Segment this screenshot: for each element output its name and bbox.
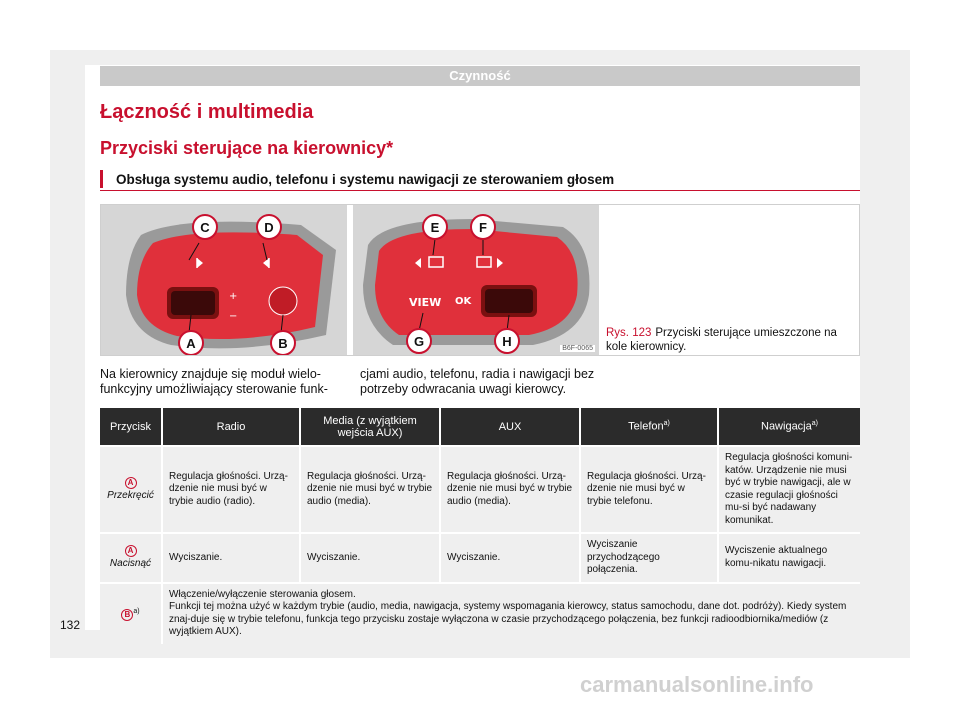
section-title — [100, 138, 393, 159]
watermark-logo: carmanualsonline.info — [580, 672, 814, 697]
col-header-nav — [718, 408, 860, 446]
col-header-aux: AUX — [440, 408, 580, 446]
table-row — [100, 446, 860, 533]
row-key-footnote: a) — [133, 607, 140, 615]
table-cell: Regulacja głośności. Urzą-dzenie nie musi być w trybie audio (media). — [440, 446, 580, 533]
label-g-circle — [407, 329, 431, 353]
table-cell: Wyciszanie. — [300, 533, 440, 583]
svg-text:−: − — [229, 311, 238, 322]
label-d-circle — [257, 215, 281, 239]
figure-caption — [606, 326, 856, 354]
voice-control-title: Włączenie/wyłączenie sterowania głosem. — [169, 588, 356, 600]
table-cell: Wyciszenie aktualnego komu-nikatu nawigacji. — [718, 533, 860, 583]
table-row — [100, 533, 860, 583]
button-a-marker: A — [125, 477, 137, 489]
page-number: 132 — [60, 618, 81, 632]
label-a-circle — [179, 331, 203, 355]
col-header-phone — [580, 408, 718, 446]
col-header-media: Media (z wyjątkiem wejścia AUX) — [300, 408, 440, 446]
table-cell: Regulacja głośności. Urzą-dzenie nie musi być w trybie audio (media). — [300, 446, 440, 533]
row-key-action: Nacisnąć — [109, 557, 152, 569]
voice-control-description: Funkcji tej można użyć w każdym trybie (audio, media, nawigacja, systemy wspomagania kierowcy, status samochodu, dane dot. podróży). Kiedy system znaj-duje się w trybie telefonu, funkcja tego przycisku zostaje wyłączona w czasie przychodzącego połączenia, bez funkcji radioodbiornika/mediów (z wyjątkiem AUX). — [169, 601, 847, 637]
view-label: VIEW — [409, 296, 442, 309]
col-header-phone-note: a) — [663, 420, 670, 428]
col-header-nav-note: a) — [811, 420, 818, 428]
label-e: E — [430, 220, 440, 235]
ok-label: OK — [455, 296, 472, 307]
table-cell: Wyciszanie. — [162, 533, 300, 583]
label-h-circle — [495, 329, 519, 353]
col-header-phone-text: Telefon — [628, 420, 664, 433]
button-b-marker: B — [121, 609, 133, 621]
table-cell: Regulacja głośności. Urzą-dzenie nie musi być w trybie audio (radio). — [162, 446, 300, 533]
label-c-circle — [193, 215, 217, 239]
subheading-marker — [100, 170, 103, 188]
row-key-cell — [100, 583, 162, 644]
button-a-marker: A — [125, 545, 137, 557]
steering-controls-right-image — [353, 205, 599, 355]
table-row — [100, 583, 860, 644]
table-cell-wide — [162, 583, 860, 644]
figure-number: Rys. 123 — [606, 327, 652, 339]
label-e-circle — [423, 215, 447, 239]
intro-paragraph-col1: Na kierownicy znajduje się moduł wielo-funkcyjny umożliwiający sterowanie funk- — [100, 367, 328, 396]
table-cell: Regulacja głośności komuni-katów. Urządzenie nie musi być w trybie nawigacji, ale w czasie regulacji głośności mu-si być nadawany komunikat. — [718, 446, 860, 533]
section-header: Czynność — [100, 66, 860, 86]
label-f-circle — [471, 215, 495, 239]
steering-controls-left-image — [101, 205, 347, 355]
row-key-cell — [100, 533, 162, 583]
table-cell: Wyciszanie przychodzącego połączenia. — [580, 533, 718, 583]
chapter-title: Łączność i multimedia — [100, 101, 314, 123]
label-b-circle — [271, 331, 295, 355]
left-controls-illustration — [101, 205, 347, 355]
col-header-button: Przycisk — [100, 408, 162, 446]
row-key-action: Przekręcić — [107, 489, 154, 501]
subheading-rule — [100, 190, 860, 191]
intro-paragraph-col2: cjami audio, telefonu, radia i nawigacji bez potrzeby odwracania uwagi kierowcy. — [360, 367, 595, 396]
col-header-nav-text: Nawigacja — [761, 420, 812, 433]
label-h: H — [502, 334, 512, 349]
label-f: F — [479, 220, 487, 235]
table-header-row — [100, 408, 860, 446]
label-b: B — [278, 336, 288, 351]
section-title-text: Przyciski sterujące na kierownicy — [100, 138, 387, 158]
controls-table — [100, 408, 860, 644]
figure-caption-text: Przyciski sterujące umieszczone na kole kierownicy. — [606, 327, 837, 353]
figure-code: B6F-0065 — [562, 345, 593, 352]
label-c: C — [200, 220, 210, 235]
svg-text:+: + — [229, 291, 238, 302]
label-g: G — [413, 334, 425, 349]
label-d: D — [264, 220, 274, 235]
subheading: Obsługa systemu audio, telefonu i systemu nawigacji ze sterowaniem głosem — [116, 172, 615, 187]
optional-equipment-star: * — [386, 138, 394, 158]
label-a: A — [186, 336, 196, 351]
table-cell: Regulacja głośności. Urzą-dzenie nie musi być w trybie telefonu. — [580, 446, 718, 533]
right-controls-illustration — [353, 205, 599, 355]
row-key-cell — [100, 446, 162, 533]
table-cell: Wyciszanie. — [440, 533, 580, 583]
col-header-radio: Radio — [162, 408, 300, 446]
